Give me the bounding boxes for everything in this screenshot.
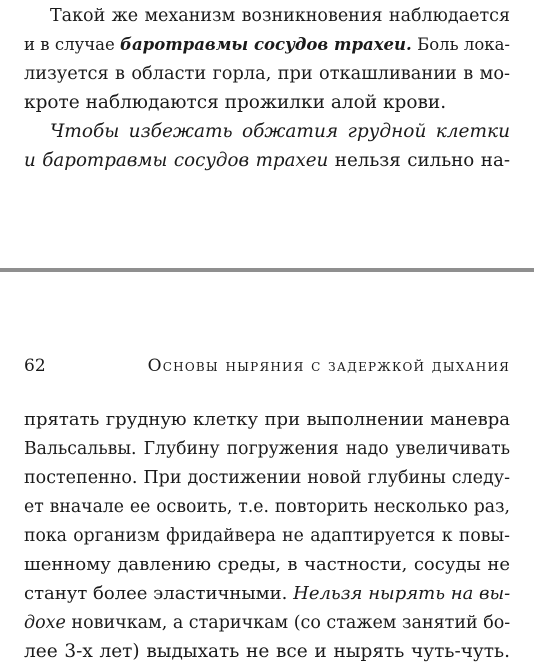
text-line: Вальсальвы. Глубину погружения надо увеличивать	[24, 439, 510, 459]
text-line: станут более эластичными. Нельзя нырять на вы-	[24, 583, 511, 604]
text-line: ет вначале ее освоить, т.е. повторить несколько раз,	[24, 497, 510, 517]
page-number: 62	[24, 356, 46, 376]
italic-text-line: Чтобы избежать обжатия грудной клетки	[50, 121, 510, 142]
text-line: Такой же механизм возникновения наблюдается	[50, 6, 510, 26]
italic-phrase: и баротравмы сосудов трахеи	[24, 150, 329, 171]
page-divider	[0, 268, 534, 272]
running-title: Основы ныряния с задержкой дыхания	[147, 356, 510, 376]
bold-italic-term: баротравмы сосудов трахеи.	[120, 35, 412, 54]
text-line: дохе новичкам, а старичкам (со стажем занятий бо-	[24, 613, 511, 633]
text-line: постепенно. При достижении новой глубины следу-	[24, 468, 510, 488]
text-line: шенному давлению среды, в частности, сосуды не	[24, 554, 510, 575]
text-line: лее 3-х лет) выдыхать не все и нырять чуть-чуть.	[24, 641, 510, 662]
page-header	[24, 355, 510, 377]
text-line: лизуется в области горла, при откашливании в мо-	[24, 64, 510, 84]
text-line: и в случае баротравмы сосудов трахеи. Боль лока-	[24, 35, 511, 54]
text-line: пока организм фридайвера не адаптируется к повы-	[24, 526, 510, 546]
italic-phrase: Нельзя нырять на вы-	[293, 583, 511, 604]
text-line: прятать грудную клетку при выполнении маневра	[24, 409, 510, 430]
italic-phrase: дохе	[24, 613, 66, 633]
text-line: и баротравмы сосудов трахеи нельзя сильно на-	[24, 150, 510, 171]
text-line: кроте наблюдаются прожилки алой крови.	[24, 92, 447, 113]
